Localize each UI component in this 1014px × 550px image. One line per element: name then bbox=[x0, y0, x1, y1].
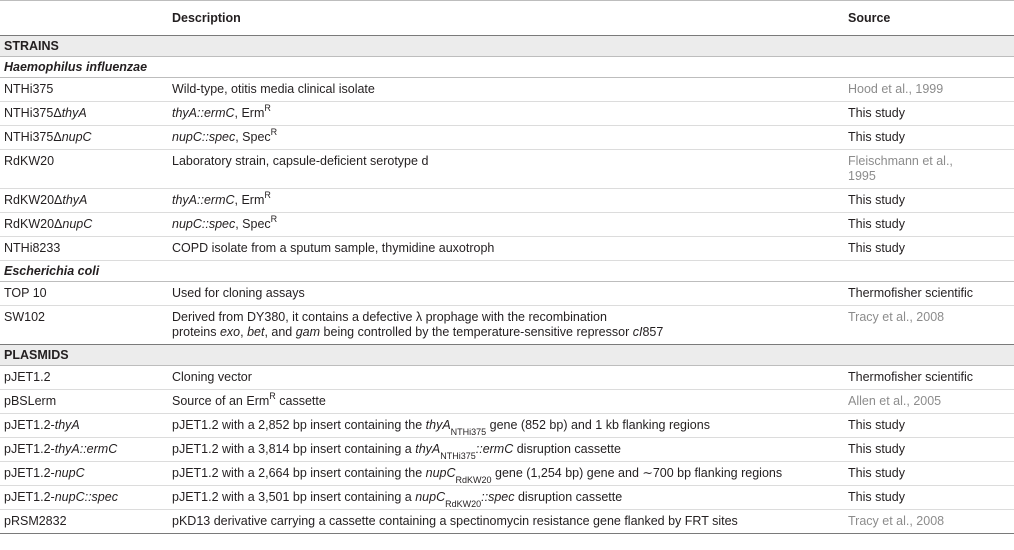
subsection-ecoli bbox=[0, 261, 1014, 282]
table-row bbox=[0, 150, 1014, 189]
table-row bbox=[0, 510, 1014, 534]
row-name: pJET1.2 bbox=[0, 366, 168, 390]
desc-text: , Erm bbox=[234, 106, 265, 120]
desc-text: pJET1.2 with a 2,664 bp insert containing the bbox=[172, 466, 426, 480]
desc-gene: gam bbox=[295, 325, 321, 339]
name-part: pJET1.2- bbox=[4, 418, 55, 432]
name-gene: thyA::ermC bbox=[54, 442, 118, 456]
row-name bbox=[0, 126, 168, 150]
desc-gene: nupC::spec bbox=[172, 217, 236, 231]
desc-gene: nupC::spec bbox=[172, 130, 236, 144]
row-name: NTHi8233 bbox=[0, 237, 168, 261]
row-description bbox=[168, 126, 844, 150]
desc-sub: NTHi375 bbox=[450, 426, 487, 437]
row-name bbox=[0, 414, 168, 438]
desc-text: gene (852 bp) and 1 kb flanking regions bbox=[486, 418, 710, 432]
desc-text: , Spec bbox=[235, 130, 271, 144]
table-row bbox=[0, 438, 1014, 462]
row-description: Wild-type, otitis media clinical isolate bbox=[168, 78, 844, 102]
name-gene: nupC bbox=[61, 130, 92, 144]
row-name bbox=[0, 189, 168, 213]
desc-text: being controlled by the temperature-sensitive repressor bbox=[320, 325, 633, 339]
table-row bbox=[0, 366, 1014, 390]
row-description bbox=[168, 390, 844, 414]
desc-gene: thyA bbox=[415, 442, 441, 456]
desc-sup: R bbox=[264, 102, 271, 113]
name-part: NTHi375Δ bbox=[4, 130, 62, 144]
name-part: pJET1.2- bbox=[4, 466, 55, 480]
name-gene: thyA bbox=[61, 106, 87, 120]
row-source: Tracy et al., 2008 bbox=[844, 510, 1014, 534]
row-description bbox=[168, 189, 844, 213]
row-source: This study bbox=[844, 414, 1014, 438]
table-row bbox=[0, 462, 1014, 486]
desc-text: cassette bbox=[275, 394, 326, 408]
row-source: This study bbox=[844, 213, 1014, 237]
row-source: This study bbox=[844, 438, 1014, 462]
desc-text: disruption cassette bbox=[514, 490, 623, 504]
row-name bbox=[0, 462, 168, 486]
row-name: RdKW20 bbox=[0, 150, 168, 189]
row-source: Allen et al., 2005 bbox=[844, 390, 1014, 414]
table-header bbox=[0, 1, 1014, 36]
row-source: Thermofisher scientific bbox=[844, 282, 1014, 306]
desc-text: , Erm bbox=[234, 193, 265, 207]
row-source: This study bbox=[844, 189, 1014, 213]
name-part: RdKW20Δ bbox=[4, 217, 63, 231]
name-part: pJET1.2- bbox=[4, 442, 55, 456]
row-description: COPD isolate from a sputum sample, thymidine auxotroph bbox=[168, 237, 844, 261]
desc-gene: thyA::ermC bbox=[172, 193, 235, 207]
row-source: Hood et al., 1999 bbox=[844, 78, 1014, 102]
row-source: This study bbox=[844, 126, 1014, 150]
row-name: pRSM2832 bbox=[0, 510, 168, 534]
desc-text: disruption cassette bbox=[513, 442, 621, 456]
row-source: Tracy et al., 2008 bbox=[844, 306, 1014, 345]
section-strains bbox=[0, 36, 1014, 57]
name-gene: thyA bbox=[62, 193, 88, 207]
row-description: Laboratory strain, capsule-deficient serotype d bbox=[168, 150, 844, 189]
desc-gene: thyA::ermC bbox=[172, 106, 235, 120]
desc-text: 857 bbox=[642, 325, 664, 339]
name-gene: nupC bbox=[54, 466, 85, 480]
table-row bbox=[0, 282, 1014, 306]
section-plasmids bbox=[0, 345, 1014, 366]
row-name: TOP 10 bbox=[0, 282, 168, 306]
source-line: 1995 bbox=[848, 169, 876, 183]
section-plasmids-label: PLASMIDS bbox=[0, 345, 1014, 366]
row-description bbox=[168, 462, 844, 486]
desc-sup: R bbox=[270, 126, 278, 137]
desc-gene: thyA bbox=[425, 418, 451, 432]
row-name: pBSLerm bbox=[0, 390, 168, 414]
desc-gene: bet bbox=[247, 325, 265, 339]
row-name: SW102 bbox=[0, 306, 168, 345]
table-row bbox=[0, 414, 1014, 438]
desc-sup: R bbox=[264, 189, 271, 200]
desc-sub: NTHi375 bbox=[440, 450, 476, 461]
row-source bbox=[844, 150, 1014, 189]
table-row bbox=[0, 126, 1014, 150]
row-name: NTHi375 bbox=[0, 78, 168, 102]
desc-text: proteins bbox=[172, 325, 220, 339]
desc-gene: nupC bbox=[415, 490, 446, 504]
row-source: Thermofisher scientific bbox=[844, 366, 1014, 390]
header-col1 bbox=[0, 1, 168, 36]
subsection-ecoli-label: Escherichia coli bbox=[0, 261, 1014, 282]
desc-sup: R bbox=[270, 213, 278, 224]
header-source: Source bbox=[848, 10, 891, 25]
desc-gene: nupC bbox=[425, 466, 456, 480]
row-description bbox=[168, 306, 844, 345]
row-name bbox=[0, 438, 168, 462]
row-name bbox=[0, 213, 168, 237]
subsection-haemophilus bbox=[0, 57, 1014, 78]
name-part: NTHi375Δ bbox=[4, 106, 62, 120]
name-part: RdKW20Δ bbox=[4, 193, 63, 207]
row-description bbox=[168, 213, 844, 237]
row-description bbox=[168, 102, 844, 126]
row-source: This study bbox=[844, 486, 1014, 510]
desc-sup: R bbox=[269, 390, 276, 401]
desc-sub: RdKW20 bbox=[455, 474, 492, 485]
row-description: Used for cloning assays bbox=[168, 282, 844, 306]
source-line: Fleischmann et al., bbox=[848, 154, 953, 168]
row-description: pKD13 derivative carrying a cassette containing a spectinomycin resistance gene flanked by FRT sites bbox=[168, 510, 844, 534]
row-source: This study bbox=[844, 462, 1014, 486]
table-row bbox=[0, 306, 1014, 345]
desc-text: , Spec bbox=[235, 217, 271, 231]
desc-text: , and bbox=[264, 325, 296, 339]
desc-gene: ::spec bbox=[481, 490, 515, 504]
desc-gene: ::ermC bbox=[475, 442, 514, 456]
desc-text: Derived from DY380, it contains a defective λ prophage with the recombination bbox=[172, 310, 607, 324]
desc-text: pJET1.2 with a 2,852 bp insert containing the bbox=[172, 418, 426, 432]
name-gene: thyA bbox=[54, 418, 80, 432]
table-row bbox=[0, 390, 1014, 414]
row-name bbox=[0, 486, 168, 510]
table-row bbox=[0, 102, 1014, 126]
row-description bbox=[168, 486, 844, 510]
desc-text: gene (1,254 bp) gene and ∼700 bp flanking regions bbox=[491, 466, 783, 480]
desc-gene: cI bbox=[632, 325, 643, 339]
table-row bbox=[0, 189, 1014, 213]
section-strains-label: STRAINS bbox=[0, 36, 1014, 57]
row-description bbox=[168, 438, 844, 462]
row-description bbox=[168, 414, 844, 438]
row-source: This study bbox=[844, 237, 1014, 261]
desc-text: Source of an Erm bbox=[172, 394, 270, 408]
table-row bbox=[0, 237, 1014, 261]
row-source: This study bbox=[844, 102, 1014, 126]
desc-sub: RdKW20 bbox=[445, 498, 482, 509]
table-row bbox=[0, 213, 1014, 237]
header-description: Description bbox=[172, 10, 241, 25]
desc-text: pJET1.2 with a 3,501 bp insert containing a bbox=[172, 490, 416, 504]
name-part: pJET1.2- bbox=[4, 490, 55, 504]
subsection-haemophilus-label: Haemophilus influenzae bbox=[0, 57, 1014, 78]
name-gene: nupC bbox=[62, 217, 93, 231]
desc-text: pJET1.2 with a 3,814 bp insert containing a bbox=[172, 442, 416, 456]
desc-gene: exo bbox=[219, 325, 241, 339]
desc-text: , bbox=[240, 325, 248, 339]
table-row bbox=[0, 486, 1014, 510]
row-name bbox=[0, 102, 168, 126]
row-description: Cloning vector bbox=[168, 366, 844, 390]
name-gene: nupC::spec bbox=[54, 490, 118, 504]
table-row bbox=[0, 78, 1014, 102]
